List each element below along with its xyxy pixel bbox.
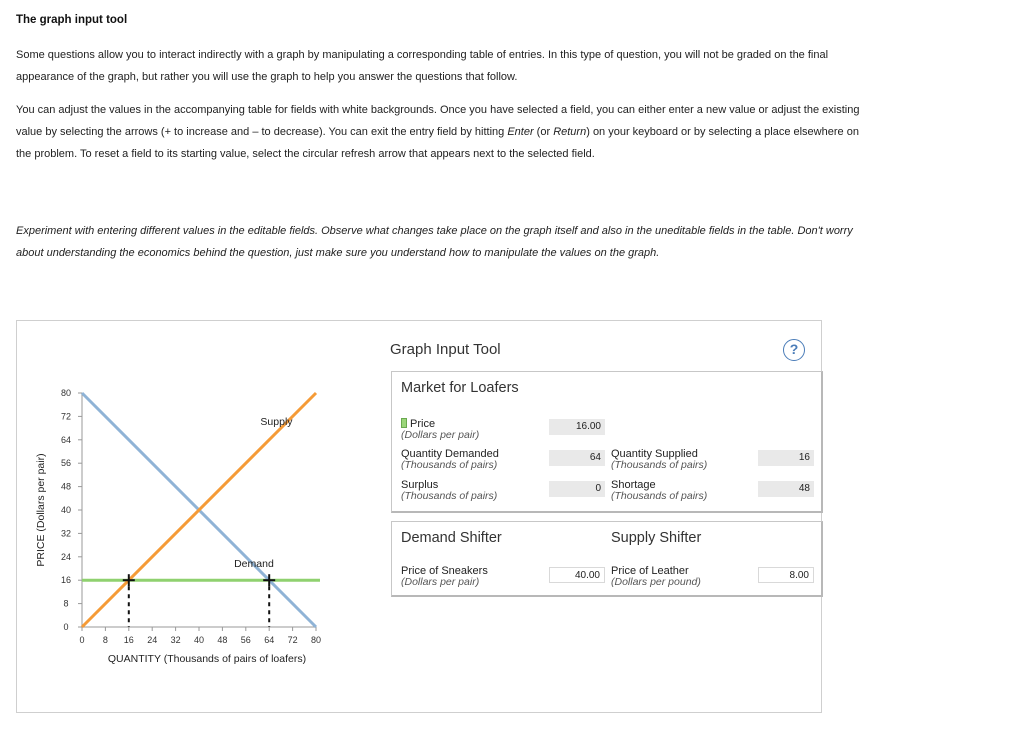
y-tick-label: 16: [60, 575, 72, 586]
y-tick-label: 48: [60, 481, 72, 492]
x-tick-label: 64: [264, 635, 275, 645]
graph-input-tool-panel: [16, 320, 822, 713]
y-tick-label: 8: [63, 598, 69, 609]
y-tick-label: 32: [60, 528, 72, 539]
instructions-text-a: You can adjust the values in the accompanying table for fields with white backgrounds. Once you have selected a field, you can either enter a new value or adjust the existing value by selecting the arrows (+ to increase and – to decrease). You can exit the entry field by hitting: [16, 104, 860, 138]
y-tick-label: 72: [60, 411, 72, 422]
x-axis-title: QUANTITY (Thousands of pairs of loafers): [107, 653, 307, 665]
leather-price-input[interactable]: 8.00: [758, 567, 814, 583]
price-unit: (Dollars per pair): [401, 429, 480, 441]
quantity-supplied-unit: (Thousands of pairs): [611, 459, 708, 471]
intro-paragraph: Some questions allow you to interact indirectly with a graph by manipulating a corresponding table of entries. In this type of question, you will not be graded on the final appearance of the graph, but rather you will use the graph to help you answer the questions that follow.: [16, 49, 829, 83]
shortage-unit: (Thousands of pairs): [611, 490, 708, 502]
marker-group: [123, 574, 275, 627]
x-tick-label: 16: [123, 635, 134, 645]
y-tick-label: 80: [60, 388, 72, 398]
leather-price-label: Price of Leather (Dollars per pound): [611, 565, 701, 588]
x-tick-label: 56: [240, 635, 251, 645]
sneakers-price-label: Price of Sneakers (Dollars per pair): [401, 565, 488, 588]
instructions-text-b: (or: [533, 126, 554, 138]
shifter-box: [391, 521, 823, 597]
sneakers-price-unit: (Dollars per pair): [401, 576, 480, 588]
y-tick-label: 0: [63, 622, 69, 632]
enter-key-text: Enter: [507, 126, 534, 138]
x-tick-label: 48: [217, 635, 228, 645]
x-tick-label: 8: [102, 635, 108, 645]
supply-demand-graph[interactable]: [17, 321, 387, 714]
market-title: Market for Loafers: [401, 380, 519, 396]
x-tick-label: 32: [170, 635, 181, 645]
demand-shifter-title: Demand Shifter: [401, 530, 502, 546]
quantity-supplied-label: Quantity Supplied (Thousands of pairs): [611, 448, 708, 471]
page-title: The graph input tool: [16, 14, 128, 26]
x-tick-label: 72: [287, 635, 298, 645]
y-tick-label: 24: [60, 551, 72, 562]
help-icon[interactable]: ?: [783, 339, 805, 361]
supply-curve-label: Supply: [260, 416, 293, 429]
supply-shifter-title: Supply Shifter: [611, 530, 702, 546]
surplus-unit: (Thousands of pairs): [401, 490, 498, 502]
y-tick-label: 56: [60, 458, 72, 469]
experiment-paragraph: Experiment with entering different values in the editable fields. Observe what changes take place on the graph itself and also in the uneditable fields in the table. Don't worry about understanding the economics behind the question, just make sure you understand how to manipulate the values on the graph.: [16, 225, 853, 259]
leather-price-unit: (Dollars per pound): [611, 576, 701, 588]
y-tick-label: 64: [60, 434, 72, 445]
shortage-label: Shortage (Thousands of pairs): [611, 479, 708, 502]
y-tick-label: 40: [60, 505, 72, 515]
market-box: [391, 371, 823, 513]
quantity-supplied-field: 16: [758, 450, 814, 466]
price-field: 16.00: [549, 419, 605, 435]
surplus-label: Surplus (Thousands of pairs): [401, 479, 498, 502]
price-label: Price (Dollars per pair): [401, 418, 480, 441]
quantity-demanded-field: 64: [549, 450, 605, 466]
price-legend-swatch: [401, 418, 407, 428]
quantity-demanded-label: Quantity Demanded (Thousands of pairs): [401, 448, 499, 471]
shortage-field: 48: [758, 481, 814, 497]
surplus-field: 0: [549, 481, 605, 497]
x-tick-label: 0: [79, 635, 85, 645]
x-tick-label: 40: [193, 635, 205, 645]
tool-title: Graph Input Tool: [390, 341, 501, 358]
return-key-text: Return: [553, 126, 587, 138]
y-axis-title: PRICE (Dollars per pair): [35, 453, 47, 567]
x-tick-label: 80: [310, 635, 322, 645]
quantity-demanded-unit: (Thousands of pairs): [401, 459, 498, 471]
instructions-text-c: ) on your keyboard or by selecting a place elsewhere on the problem. To reset a field to its starting value, select the circular refresh arrow that appears next to the selected field.: [16, 126, 859, 160]
x-tick-label: 24: [147, 635, 158, 645]
instructions-paragraph: [16, 99, 876, 165]
demand-curve-label: Demand: [234, 558, 274, 571]
sneakers-price-input[interactable]: 40.00: [549, 567, 605, 583]
